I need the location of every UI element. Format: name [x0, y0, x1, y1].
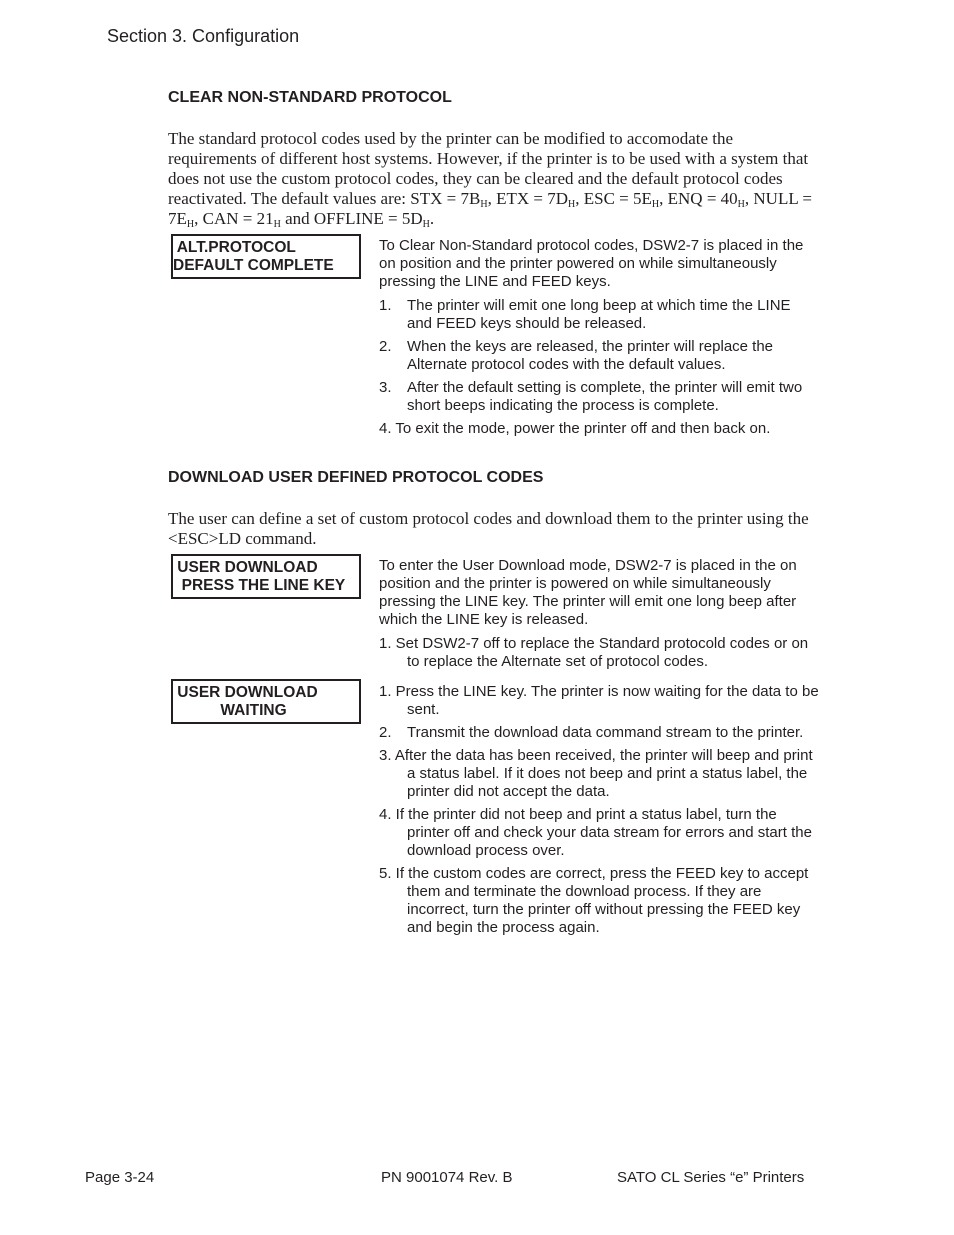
default-value-offline: OFFLINE = $5D_H$. [313, 209, 435, 230]
download-steps [379, 683, 819, 942]
list-item: 3. After the data has been received, the printer will beep and print a status label. If it does not beep and print a status label, the printer did not accept the data. [379, 747, 813, 800]
display-line-1: USER DOWNLOAD [173, 559, 318, 576]
list-item: 1. The printer will emit one long beep at which time the LINE and FEED keys should be released. [379, 297, 791, 332]
list-item: 3. After the default setting is complete, the printer will emit two short beeps indicating the process is complete. [379, 379, 803, 414]
section-title-download-protocol: DOWNLOAD USER DEFINED PROTOCOL CODES [168, 469, 544, 486]
display-line-1: USER DOWNLOAD [173, 684, 318, 701]
clear-protocol-instructions [379, 237, 819, 443]
list-item: 1. Press the LINE key. The printer is now waiting for the data to be sent. [379, 683, 819, 718]
list-item: 5. If the custom codes are correct, press the FEED key to accept them and terminate the download process. If they are incorrect, turn the printer off without pressing the FEED key and begin the process again. [379, 865, 809, 936]
clear-protocol-description: To Clear Non-Standard protocol codes, DSW2-7 is placed in the on position and the printer powered on while simultaneously pressing the LINE and FEED keys. [379, 237, 804, 290]
list-item: 2. Transmit the download data command stream to the printer. [379, 724, 804, 741]
display-line-2: PRESS THE LINE KEY [173, 577, 346, 594]
section-title-clear-protocol: CLEAR NON-STANDARD PROTOCOL [168, 89, 452, 106]
download-protocol-intro: The user can define a set of custom protocol codes and download them to the printer using the <ESC>LD command. [168, 509, 809, 548]
default-value-enq: ENQ = $40_H$, [667, 189, 754, 210]
default-value-null: NULL = $7E_H$, [168, 189, 812, 230]
list-item: 4. If the printer did not beep and print a status label, turn the printer off and check your data stream for errors and start the download process over. [379, 806, 812, 859]
footer-page-number: Page 3-24 [85, 1169, 155, 1186]
list-item: 1. Set DSW2-7 off to replace the Standard protocold codes or on to replace the Alternate set of protocol codes. [379, 635, 809, 670]
default-value-etx: ETX = $7D_H$, [496, 189, 584, 210]
display-user-download-line-key [171, 554, 361, 599]
download-mode-instructions [379, 557, 819, 676]
display-line-1: ALT.PROTOCOL [173, 239, 296, 256]
display-user-download-waiting [171, 679, 361, 724]
download-mode-description: To enter the User Download mode, DSW2-7 is placed in the on position and the printer is powered on while simultaneously pressing the LINE key. The printer will emit one long beep after which the LINE key is released. [379, 557, 797, 628]
default-value-stx: STX = $7B_H$, [410, 189, 497, 210]
display-line-2: WAITING [173, 702, 287, 719]
display-line-2: DEFAULT COMPLETE [173, 257, 334, 274]
default-value-can: CAN = $21_H$ and [202, 209, 314, 230]
footer-product-name: SATO CL Series “e” Printers [617, 1169, 805, 1186]
list-item: 4. To exit the mode, power the printer off and then back on. [379, 420, 771, 437]
clear-protocol-intro [168, 129, 813, 229]
display-alt-protocol [171, 234, 361, 279]
list-item: 2. When the keys are released, the printer will replace the Alternate protocol codes with the default values. [379, 338, 774, 373]
footer-part-number: PN 9001074 Rev. B [381, 1169, 513, 1186]
default-value-esc: ESC = $5E_H$, [583, 189, 668, 210]
intro-text: The standard protocol codes used by the printer can be modified to accomodate the requirements of different host systems. However, if the printer is to be used with a system that does not use the custom protocol codes, they can be cleared and the default protocol codes reactivated. The default values are: [168, 129, 809, 208]
section-header: Section 3. Configuration [107, 26, 300, 46]
